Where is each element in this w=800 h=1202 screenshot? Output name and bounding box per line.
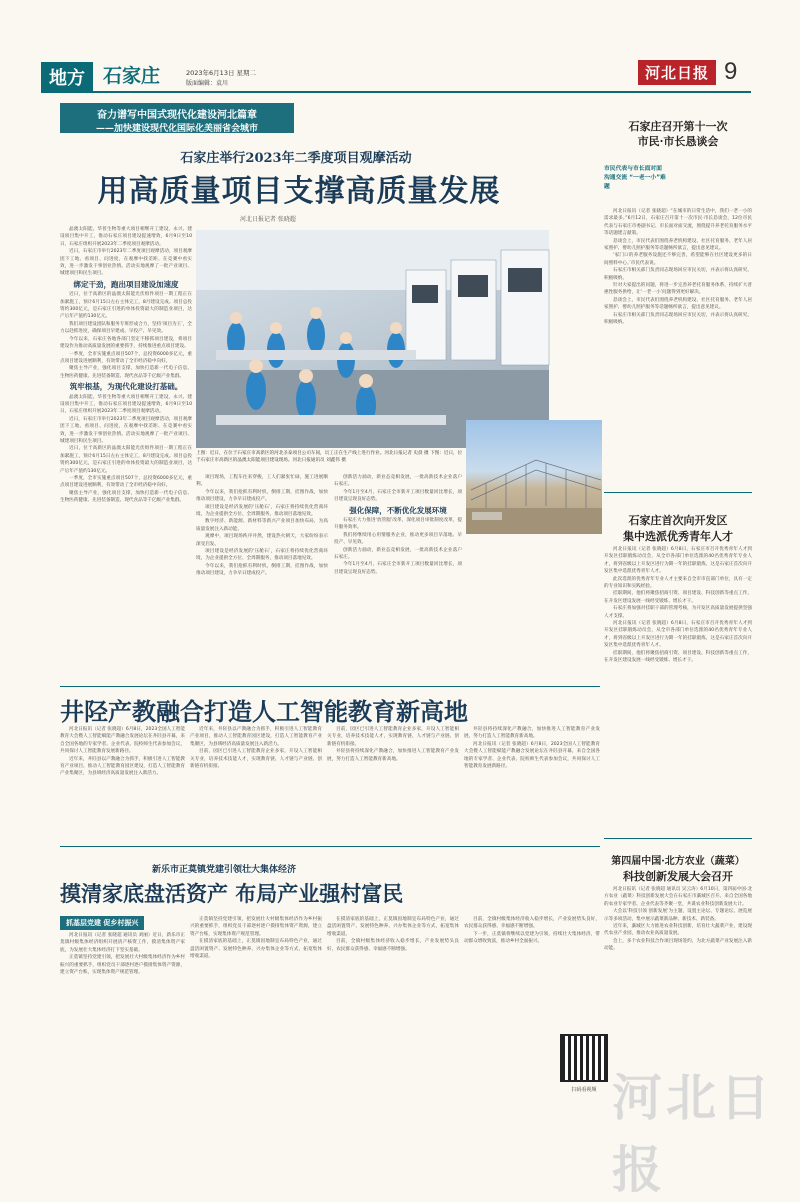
paragraph: 挂职期间，他们将聚焦招商引资、项目建设、科技创新等重点工作，在开发区建设发展一线经受锻炼、增长才干。 [604, 591, 752, 604]
paragraph: 河北日报讯（记者 张晓超）6月8日，2023全国人工智能教育大会暨人工智能赋能产教融合发展论坛在井陉县开幕，来自全国各地的专家学者、企业代表、院校师生代表参加会议，共同探讨人工智能教育发展新路径。 [464, 741, 600, 770]
story3-headline: 摸清家底盘活资产 布局产业强村富民 [60, 881, 404, 906]
paragraph: 观摩中，项目现场秩序井然，建设热火朝天，大家纷纷表示深受启发。 [196, 534, 328, 547]
paragraph: 晶澳太阳能、华普生物等重大项目相继开工建设，永兴、建设项目集中开工，推动石家庄项目建设提速增效，6月9日至10日，石家庄组织开展2023年二季度项目观摩活动。 [60, 227, 192, 247]
paragraph: 我们项目建设团队和服务专班形成合力，坚持‘项目为王’，全力以赴抓进度，确保项目早建成、早投产、早见效。 [60, 321, 192, 335]
city-name: 石家庄 [103, 65, 161, 87]
right-mid-title-1: 石家庄首次向开发区 [628, 514, 728, 527]
paragraph: 今年以来，我们抢抓有利时机，倒排工期，挂图作战，加快推动项目建设，力争早日建成投产。 [196, 563, 328, 577]
paragraph: 近日，位于高新区的晶澳太阳能光伏组件项目一期工程正在加紧施工，预计6月15日左右主体完工，8月建设完成。项目总投资约300亿元，是石家庄引进的单体投资最大的制造业项目，达产后年产值约130亿元。 [60, 292, 192, 320]
paragraph: 在摸清家底的基础上，正莫镇因地制宜布局特色产业，通过盘活闲置资产、发展特色种养、兴办集体企业等方式，拓宽集体增收渠道。 [190, 939, 322, 960]
paragraph: 目前，园区已引进人工智能教育企业多家，开设人工智能相关专业，培养技术技能人才，实现教育链、人才链与产业链、创新链有机衔接。 [327, 727, 459, 747]
main-story-column-3 [334, 474, 462, 678]
right-bottom-title-2: 科技创新发展大会召开 [623, 870, 733, 883]
paragraph: 聚焦主导产业，强化项目支撑，加快打造新一代电子信息、生物医药健康、先进装备制造、现代食品等千亿级产业集群。 [60, 366, 192, 379]
issue-date: 2023年6月13日 星期二 [186, 69, 257, 77]
paragraph: 会上，多个农业科技合作项目现场签约，为北方蔬菜产业发展注入新动能。 [604, 938, 752, 952]
story3-column-3 [327, 916, 459, 1082]
paragraph: 创新活力涌动，新业态竞相发展，一批高新技术企业落户石家庄。 [334, 547, 462, 561]
paragraph: 创新活力涌动，新业态竞相发展，一批高新技术企业落户石家庄。 [334, 475, 462, 488]
subhead: 筑牢根基，为现代化建设打基础。 [69, 382, 183, 392]
paragraph: 石家庄大力推进‘放管服’改革，深化项目审批制度改革，提升服务效率。 [334, 518, 462, 531]
construction-illustration [466, 420, 602, 534]
main-story-column-1 [60, 226, 192, 678]
main-story-column-2 [196, 474, 328, 678]
paragraph: 项目建设是经济发展的‘压舱石’，石家庄将持续优化营商环境，为企业提供全方位、全周期服务，推动项目落地见效。 [196, 549, 328, 562]
paragraph: 石家庄市相关部门负责同志现场回应市民关切，并表示将认真研究、积极吸纳。 [604, 312, 752, 326]
story2-headline: 井陉产教融合打造人工智能教育新高地 [60, 697, 468, 726]
paragraph: 正莫镇坚持党建引领，把发展壮大村级集体经济作为乡村振兴的重要抓手，组织党员干部逐村逐户摸排集体资产资源，建立资产台账，实现集体资产规范管理。 [190, 917, 322, 937]
paragraph: 近日，石家庄市举行2023年二季度项目观摩活动，项目观摩团下工地、看项目、问进度，在观摩中找差距、在竞赛中看实效，进一步激发干事创业热情。活动实地观摩了一批产业项目、城建项目和民生项目。 [60, 249, 192, 277]
paragraph: ‘家门口的养老服务设施还不够完善，希望能够在社区建设更多的日间照料中心。’市民代表说。 [604, 253, 752, 266]
story3-kicker: 新乐市正莫镇党建引领壮大集体经济 [151, 865, 296, 875]
photo-caption: 上图：近日，在位于石家庄市高新区的河北圣泰项目公司车间，员工正在生产线上进行作业。河北日报记者 史晨 摄 下图：近日，位于石家庄市高新区的晶澳太阳能项目建设现场。河北日报通讯员 刘鑫伟 摄 [196, 451, 463, 463]
paragraph: 恳谈会上，市民代表们围绕养老机构建设、社区托育服务、老年人居家照护、婴幼儿照护服务等话题畅所欲言，提出意见建议。 [604, 238, 752, 252]
paragraph: 恳谈会上，市民代表们围绕养老机构建设、社区托育服务、老年人居家照护、婴幼儿照护服务等话题畅所欲言，提出意见建议。 [604, 297, 752, 311]
header-rule [41, 91, 751, 93]
paragraph: 井陉县将持续深化产教融合，加快推进人工智能教育产业发展，努力打造人工智能教育新高地。 [464, 727, 600, 740]
paragraph: 近年来，井陉县以产教融合为抓手，积极引进人工智能教育产业项目，推动人工智能教育园区建设，打造人工智能教育产业集聚区，为县域经济高质量发展注入新活力。 [60, 756, 185, 777]
paragraph: 一季度，全市实施重点项目507个，总投资6000多亿元，重点项目建设进展顺利，有效带动了全市经济稳中向好。 [60, 476, 192, 489]
paragraph: 河北日报讯（记者 张晓超）6月8日，石家庄市召开优秀青年人才到开发区挂职锻炼动员会，从全市各部门单位选派的40名优秀青年专业人才，将到省级以上开发区进行为期一年的挂职锻炼，这是石家庄首次向开发区集中选派优秀青年人才。 [604, 621, 752, 649]
paragraph: 河北日报讯（记者 张晓超 通讯员 刘丽）近日，新乐市正莫镇村级集体经济组织开展清产核资工作，摸清集体资产家底，为发展壮大集体经济打下坚实基础。 [60, 933, 185, 953]
divider [60, 686, 600, 687]
factory-photo [196, 230, 549, 448]
page-editor: 版面编辑：袁川 [186, 80, 229, 87]
paragraph: 近日，石家庄市举行2023年二季度项目观摩活动，项目观摩团下工地、看项目、问进度，在观摩中找差距、在竞赛中看实效，进一步激发干事创业热情。活动实地观摩了一批产业项目、城建项目和民生项目。 [60, 416, 192, 444]
story3-column-1 [60, 932, 185, 1082]
paragraph: 目前，园区已引进人工智能教育企业多家，开设人工智能相关专业，培养技术技能人才，实现教育链、人才链与产业链、创新链有机衔接。 [190, 749, 322, 770]
banner-line1: 奋力谱写中国式现代化建设河北篇章 [97, 110, 257, 121]
paragraph: 挂职期间，他们将聚焦招商引资、项目建设、科技创新等重点工作，在开发区建设发展一线经受锻炼、增长才干。 [604, 650, 752, 664]
paragraph: 此次选派的优秀青年专业人才主要来自全市市直部门单位，具有一定的专业知识和实践经验。 [604, 576, 752, 590]
main-kicker: 石家庄举行2023年二季度项目观摩活动 [180, 151, 412, 166]
story3-column-4 [464, 916, 600, 1030]
main-byline: 河北日报记者 张晓超 [240, 216, 296, 223]
paragraph: 晶澳太阳能、华普生物等重大项目相继开工建设，永兴、建设项目集中开工，推动石家庄项目建设提速增效，6月9日至10日，石家庄组织开展2023年二季度项目观摩活动。 [60, 394, 192, 415]
paragraph: 下一步，正莫镇将继续以党建为引领，持续壮大集体经济，带动群众增收致富，推动乡村全面振兴。 [464, 931, 600, 945]
qr-caption: 扫码看视频 [571, 1087, 597, 1093]
subhead: 强化保障，不断优化发展环境 [349, 505, 447, 515]
paragraph: 目前，全镇村级集体经济收入稳步增长，产业发展势头良好，农民群众获得感、幸福感不断增强。 [327, 939, 459, 952]
paragraph: 正莫镇坚持党建引领，把发展壮大村级集体经济作为乡村振兴的重要抓手，组织党员干部逐村逐户摸排集体资产资源，建立资产台账，实现集体资产规范管理。 [60, 955, 185, 976]
paragraph: 河北日报讯（记者 张晓超）“在城市的日常生活中，我们一老一小的需求最多。”6月12日，石家庄召开第十一次市民·市长恳谈会，12位市民代表与石家庄市委副书记、市长面对面交流，围绕提升养老托育服务水平等话题建言献策。 [604, 209, 752, 237]
paragraph: 聚焦主导产业，强化项目支撑，加快打造新一代电子信息、生物医药健康、先进装备制造、现代食品等千亿级产业集群。 [60, 490, 192, 504]
story3-tag: 抓基层党建 促乡村振兴 [60, 916, 144, 930]
paragraph: 针对大家提出的问题，将进一步完善养老托育服务体系，持续扩大普惠性服务供给，让‘一老一小’问题得到更好解决。 [604, 283, 752, 296]
paragraph: 大会以‘科技引领 创新发展’为主题，设置主论坛、专题论坛、展览展示等多项活动，集中展示蔬菜新品种、新技术、新装备。 [604, 909, 752, 922]
right-top-title-2: 市民·市长恳谈会 [637, 135, 719, 148]
right-bottom-body [604, 886, 752, 1052]
paragraph: 井陉县将持续深化产教融合，加快推进人工智能教育产业发展，努力打造人工智能教育新高地。 [327, 749, 459, 762]
paragraph: 在摸清家底的基础上，正莫镇因地制宜布局特色产业，通过盘活闲置资产、发展特色种养、兴办集体企业等方式，拓宽集体增收渠道。 [327, 917, 459, 937]
story3-column-2 [190, 916, 322, 1082]
paragraph: 今年1月至4月，石家庄全市新开工项目数量同比增长，项目建设呈现良好态势。 [334, 562, 462, 575]
paragraph: 项目建设是经济发展的‘压舱石’，石家庄将持续优化营商环境，为企业提供全方位、全周期服务，推动项目落地见效。 [196, 504, 328, 518]
paragraph: 目前，全镇村级集体经济收入稳步增长，产业发展势头良好，农民群众获得感、幸福感不断增强。 [464, 917, 600, 930]
paragraph: 近日，位于高新区的晶澳太阳能光伏组件项目一期工程正在加紧施工，预计6月15日左右主体完工，8月建设完成。项目总投资约300亿元，是石家庄引进的单体投资最大的制造业项目，达产后年产值约130亿元。 [60, 446, 192, 474]
paragraph: 近年来，井陉县以产教融合为抓手，积极引进人工智能教育产业项目，推动人工智能教育园区建设，打造人工智能教育产业集聚区，为县域经济高质量发展注入新活力。 [190, 727, 322, 747]
newspaper-logo: 河北日报 [638, 60, 716, 85]
paragraph: 石家庄市相关部门负责同志现场回应市民关切，并表示将认真研究、积极吸纳。 [604, 268, 752, 281]
footer-watermark: 河北日报 [612, 1068, 774, 1199]
right-mid-body [604, 546, 752, 832]
paragraph: 数字经济、新能源、新材料等新兴产业项目加快布局，为高质量发展注入新动能。 [196, 519, 328, 532]
section-tag: 地方 [41, 62, 93, 92]
story2-column-2 [190, 726, 322, 840]
paragraph: 项目现场，工程车往来穿梭，工人们紧张忙碌，施工进展顺利。 [196, 475, 328, 488]
main-headline: 用高质量项目支撑高质量发展 [97, 174, 501, 209]
factory-illustration [196, 230, 549, 448]
story2-column-4 [464, 726, 600, 840]
paragraph: 近年来，藁城区大力推进农业科技创新，培育壮大蔬菜产业，建设现代农业产业园，推动农业高质量发展。 [604, 924, 752, 937]
divider [604, 492, 752, 493]
paragraph: 我们将继续用心用情服务企业，推动更多项目早落地、早投产、早见效。 [334, 532, 462, 546]
right-mid-title-2: 集中选派优秀青年人才 [623, 530, 733, 543]
divider [604, 838, 752, 839]
paragraph: 石家庄将加强对挂职干部的管理考核，为开发区高质量发展提供坚强人才支撑。 [604, 606, 752, 619]
paragraph: 今年1月至4月，石家庄全市新开工项目数量同比增长，项目建设呈现良好态势。 [334, 489, 462, 503]
divider [60, 846, 600, 847]
banner-line2: ——加快建设现代化国际化美丽省会城市 [95, 124, 258, 134]
paragraph: 河北日报讯（记者 张晓超）6月8日，2023全国人工智能教育大会暨人工智能赋能产教融合发展论坛在井陉县开幕，来自全国各地的专家学者、企业代表、院校师生代表参加会议，共同探讨人工智能教育发展新路径。 [60, 727, 185, 755]
page-number: 9 [724, 58, 738, 85]
story2-column-1 [60, 726, 185, 840]
right-top-title-1: 石家庄召开第十一次 [628, 120, 728, 133]
paragraph: 今年以来，石家庄各地各部门坚定不移抓项目建设，将项目建设作为推动高质量发展的重要抓手，持续推进重点项目建设。 [60, 336, 192, 350]
paragraph: 河北日报讯（记者 张晓超 通讯员 吴云涛）6月10日，第四届中国·北方农业（蔬菜）科技创新发展大会在石家庄市藁城区召开。来自全国各地的农业专家学者、企业代表等齐聚一堂，共谋农业科技创新发展大计。 [604, 887, 752, 907]
right-top-deck: 市民代表与市长面对面沟通交流 “一老一小”难题 [604, 166, 666, 190]
subhead: 绑定干劲，跑出项目建设加速度 [73, 279, 179, 289]
story2-column-3 [327, 726, 459, 840]
paragraph: 今年以来，我们抢抓有利时机，倒排工期，挂图作战，加快推动项目建设，力争早日建成投产。 [196, 489, 328, 503]
video-qr-code[interactable] [560, 1034, 608, 1082]
construction-photo [466, 420, 602, 534]
right-top-body [604, 208, 752, 486]
topic-banner [60, 103, 294, 133]
paragraph: 一季度，全市实施重点项目507个，总投资6000多亿元，重点项目建设进展顺利，有效带动了全市经济稳中向好。 [60, 351, 192, 364]
paragraph: 河北日报讯（记者 张晓超）6月8日，石家庄市召开优秀青年人才到开发区挂职锻炼动员会，从全市各部门单位选派的40名优秀青年专业人才，将到省级以上开发区进行为期一年的挂职锻炼，这是石家庄首次向开发区集中选派优秀青年人才。 [604, 547, 752, 575]
right-bottom-title-1: 第四届中国·北方农业（蔬菜） [611, 856, 745, 867]
